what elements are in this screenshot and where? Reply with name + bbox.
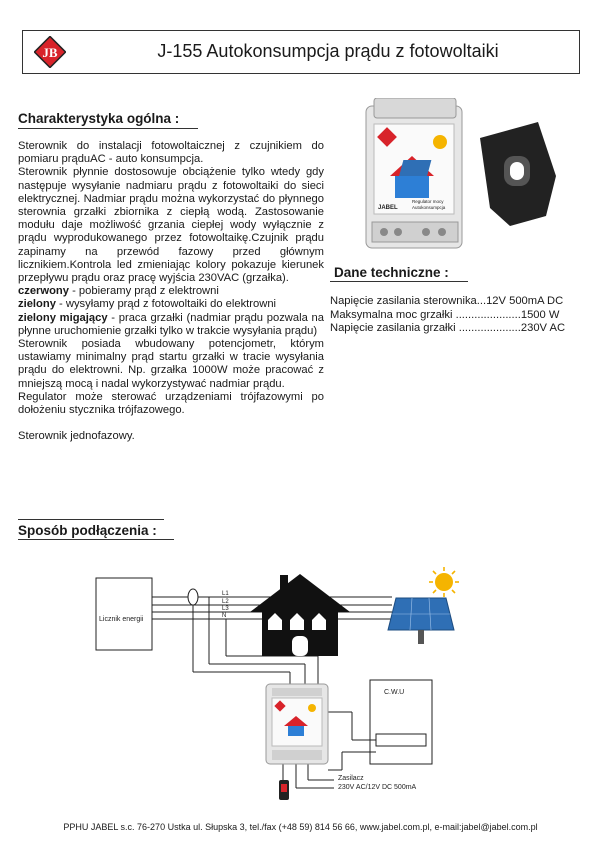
tech-data-list	[330, 295, 596, 336]
tech-heading-underline	[330, 281, 468, 282]
led-green-row	[18, 298, 324, 311]
three-phase-paragraph: Regulator może sterować urządzeniami trójfazowymi po dołożeniu stycznika trójfazowego.	[18, 390, 324, 417]
led-red-row	[18, 285, 324, 298]
line-label-l1: L1	[222, 591, 229, 597]
tech-row: Napięcie zasilania grzałki ....................230V AC	[330, 322, 566, 335]
device-label-2: Autokonsumpcja	[412, 205, 446, 210]
svg-text:JB: JB	[42, 45, 58, 60]
led-name: czerwony	[18, 285, 69, 298]
tech-heading: Dane techniczne :	[334, 265, 449, 280]
tank-label: C.W.U	[384, 689, 405, 696]
description-paragraph: Sterownik płynnie dostosowuje obciążenie tylko wtedy gdy następuje wysyłanie nadmiaru prądu z fotowoltaiki do sieci elektrycznej. Nadmiar prądu można wykorzystać do płynnego sterownia grzałki zbiornika z ciepłą wodą. Zastosowanie modułu daje możliwość grzania ciepłej wody wyłącznie z prądu wyprodukowanego przez fotowoltaikę.Czujnik prądu zapinamy na przewód fazowy przed głównym licznikiem.Kontrola led zmieniając kolory pokazuje kierunek przepływu prądu oraz pracę wyjścia 230VAC (grzałka).	[18, 166, 324, 285]
meter-label: Licznik energii	[99, 616, 144, 623]
psu-spec-label: 230V AC/12V DC 500mA	[338, 784, 417, 791]
led-desc: - praca grzałki (nadmiar prądu pozwala na płynne uruchomienie grzałki tylko w trakcie wysyłania prądu)	[18, 311, 324, 337]
intro-paragraph: Sterownik do instalacji fotowoltaicznej z czujnikiem do pomiaru prąduAC - auto konsumpcja.	[18, 140, 324, 166]
led-green-blink-row	[18, 312, 324, 338]
connection-heading: Sposób podłączenia :	[18, 523, 157, 538]
heading-underline	[18, 128, 198, 129]
potentiometer-paragraph: Sterownik posiada wbudowany potencjometr, którym ustawiamy minimalny prąd startu grzałki w tracie wysyłania prądu do elektrowni. Np. grzałka 1000W może pracować z mniejszą mocą i nadal wykorzystywać nadmiar prądu.	[18, 338, 324, 390]
general-heading: Charakterystyka ogólna :	[18, 111, 180, 126]
line-label-l3: L3	[222, 606, 229, 612]
connection-heading-underline	[18, 539, 174, 540]
power-supply-icon	[279, 780, 289, 800]
led-name: zielony migający	[18, 311, 108, 324]
device-brand: JABEL	[378, 205, 398, 211]
controller-diagram-icon	[266, 684, 328, 764]
line-label-l2: L2	[222, 599, 229, 605]
solar-panel-icon	[388, 598, 454, 644]
wiring-diagram	[0, 560, 601, 810]
jabel-logo-icon	[34, 36, 66, 68]
led-desc: - wysyłamy prąd z fotowoltaiki do elektrowni	[55, 298, 277, 311]
energy-meter-box	[96, 578, 152, 650]
single-phase-note: Sterownik jednofazowy.	[18, 430, 135, 443]
connection-heading-overline	[18, 519, 164, 520]
psu-label: Zasilacz	[338, 775, 364, 782]
current-sensor-icon	[480, 122, 556, 226]
page-title: J-155 Autokonsumpcja prądu z fotowoltaiki	[157, 41, 499, 61]
product-photo	[360, 98, 560, 258]
sun-icon	[429, 567, 459, 597]
line-label-n: N	[222, 613, 227, 619]
tech-row: Napięcie zasilania sterownika...12V 500mA DC	[330, 295, 564, 307]
general-body	[18, 140, 324, 443]
led-name: zielony	[18, 298, 56, 311]
footer-contact: PPHU JABEL s.c. 76-270 Ustka ul. Słupska 3, tel./fax (+48 59) 814 56 66, www.jabel.com.pl, e-mail:jabel@jabel.com.pl	[63, 822, 538, 832]
tech-row: Maksymalna moc grzałki .....................1500 W	[330, 308, 560, 321]
house-icon	[250, 574, 350, 656]
controller-module-icon	[366, 98, 462, 248]
led-desc: - pobieramy prąd z elektrowni	[68, 285, 219, 298]
device-label-1: Regulator mocy	[412, 199, 444, 204]
